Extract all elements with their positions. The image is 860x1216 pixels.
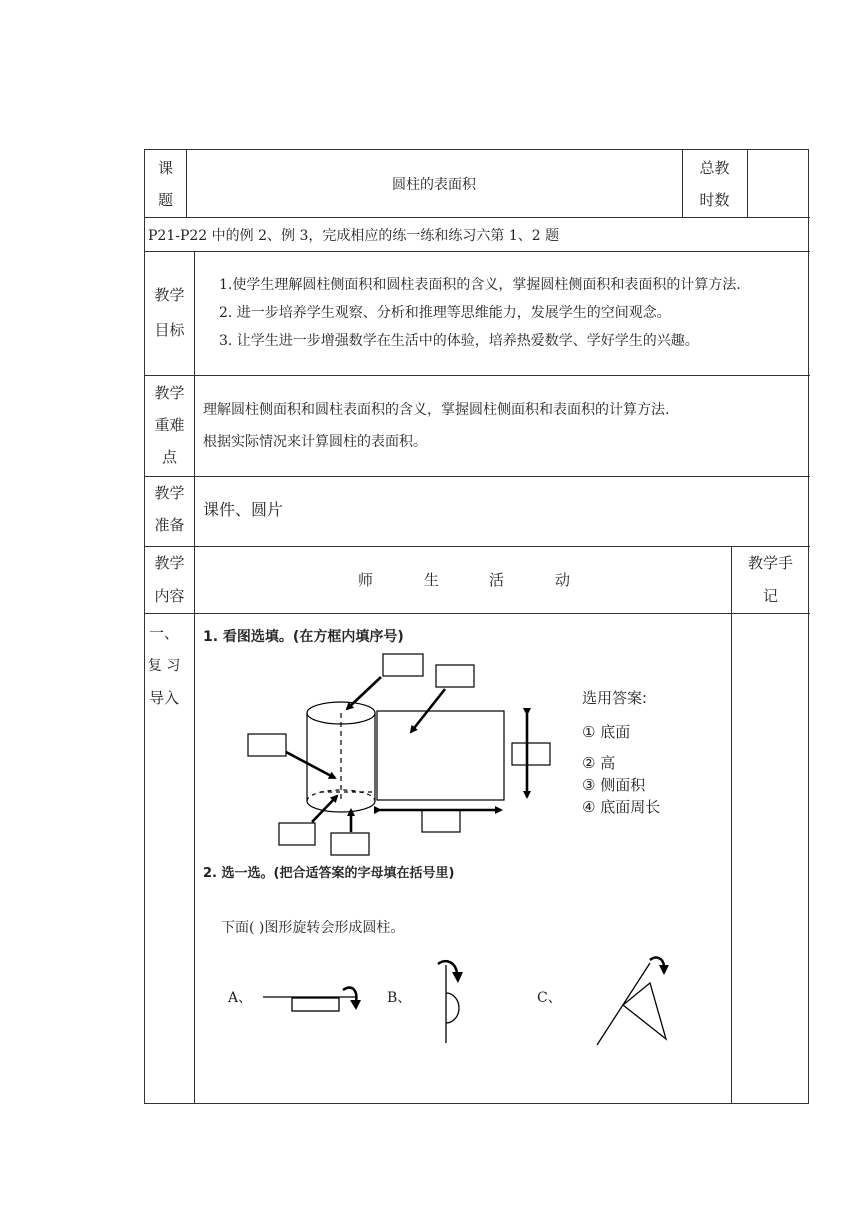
arrow	[347, 677, 381, 709]
notes-label: 教学手	[747, 554, 793, 572]
answer-box	[331, 833, 369, 855]
goal-item: 1.使学生理解圆柱侧面积和圆柱表面积的含义，掌握圆柱侧面积和表面积的计算方法.	[219, 277, 741, 293]
goals-label: 目标	[154, 321, 185, 339]
activity-char: 活	[489, 571, 505, 589]
answer-option: ③ 侧面积	[582, 776, 646, 794]
option-a-rotate-arrow	[343, 988, 356, 1002]
answer-option: ② 高	[582, 754, 616, 772]
goals-label: 教学	[154, 286, 185, 304]
option-a-label: A、	[228, 990, 253, 1006]
arrow	[286, 752, 335, 778]
key-point-line: 根据实际情况来计算圆柱的表面积。	[203, 434, 427, 450]
total-hours-label: 时数	[699, 191, 730, 209]
answers-title: 选用答案:	[582, 689, 648, 707]
lateral-rectangle	[377, 711, 504, 800]
answer-option: ④ 底面周长	[582, 798, 661, 816]
answer-box	[383, 654, 423, 676]
prep-label: 教学	[154, 484, 185, 502]
key-points-label: 重难	[154, 416, 185, 434]
prep-text: 课件、圆片	[203, 500, 284, 519]
content-line: P21-P22 中的例 2、例 3，完成相应的练一练和练习六第 1、2 题	[148, 228, 560, 244]
question-1: 1. 看图选填。(在方框内填序号)	[203, 629, 404, 645]
goal-item: 3. 让学生进一步增强数学在生活中的体验，培养热爱数学、学好学生的兴趣。	[219, 333, 699, 349]
prep-label: 准备	[154, 516, 185, 534]
activity-char: 师	[358, 571, 374, 589]
answer-box	[436, 665, 474, 687]
section-label: 复 习	[147, 658, 181, 674]
content-label: 内容	[154, 587, 185, 605]
option-c-label: C、	[537, 990, 562, 1006]
key-points-label: 点	[161, 448, 177, 466]
total-hours-label: 总教	[699, 159, 730, 177]
question-2: 2. 选一选。(把合适答案的字母填在括号里)	[203, 866, 455, 881]
activity-char: 生	[424, 571, 440, 589]
answer-box	[248, 734, 286, 756]
answer-option: ① 底面	[582, 723, 631, 741]
option-c-triangle	[623, 983, 666, 1039]
key-point-line: 理解圆柱侧面积和圆柱表面积的含义，掌握圆柱侧面积和表面积的计算方法.	[203, 402, 670, 418]
course-label: 课	[157, 159, 173, 177]
answer-box	[279, 823, 315, 845]
answer-box	[422, 810, 460, 832]
cylinder-bottom-front	[307, 801, 375, 812]
course-label: 题	[157, 191, 173, 209]
question-2-text: 下面( )图形旋转会形成圆柱。	[221, 920, 405, 936]
activity-char: 动	[555, 571, 571, 589]
option-c-rotate-arrow	[650, 958, 664, 966]
section-label: 一、	[148, 624, 179, 642]
option-a-rectangle	[292, 998, 339, 1011]
content-label: 教学	[154, 554, 185, 572]
option-b-label: B、	[387, 990, 412, 1006]
goal-item: 2. 进一步培养学生观察、分析和推理等思维能力，发展学生的空间观念。	[219, 305, 671, 321]
page-title: 圆柱的表面积	[392, 177, 476, 193]
notes-label: 记	[762, 587, 778, 605]
key-points-label: 教学	[154, 384, 185, 402]
answer-box	[512, 743, 550, 765]
section-label: 导入	[148, 689, 179, 707]
option-b-semicircle	[446, 993, 459, 1023]
